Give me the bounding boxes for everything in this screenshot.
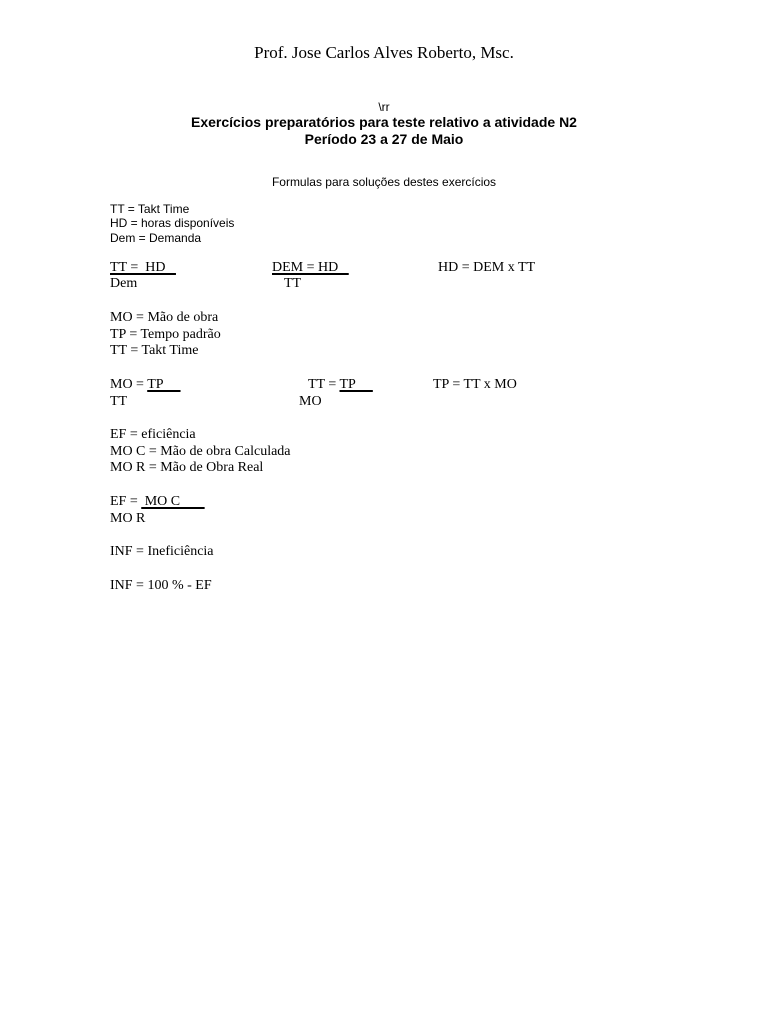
def-ineficiencia: INF = Ineficiência bbox=[110, 544, 214, 559]
formula-dem-numerator: DEM = HD bbox=[272, 260, 349, 275]
formula-ef-denominator: MO R bbox=[110, 511, 146, 526]
def-horas-disponiveis: HD = horas disponíveis bbox=[110, 216, 235, 230]
formula-ef-numerator bbox=[110, 494, 205, 510]
formula-dem-denominator: TT bbox=[284, 276, 302, 291]
formula-tt-tp-numerator bbox=[308, 377, 373, 393]
formula-ef-lhs: EF = bbox=[110, 494, 142, 509]
def-tempo-padrao: TP = Tempo padrão bbox=[110, 327, 221, 342]
formula-tt-num: TP bbox=[339, 377, 373, 392]
formula-mo-lhs: MO = bbox=[110, 377, 148, 392]
formula-tt-numerator: TT = HD bbox=[110, 260, 176, 275]
formula-tt-denominator: Dem bbox=[110, 276, 138, 291]
formula-mo-num: TP bbox=[147, 377, 181, 392]
formula-tt-tp-denominator: MO bbox=[299, 394, 322, 409]
document-title: Exercícios preparatórios para teste relativo a atividade N2 bbox=[191, 114, 577, 130]
formula-tt-lhs: TT = bbox=[308, 377, 340, 392]
formula-hd: HD = DEM x TT bbox=[438, 260, 536, 275]
formulas-heading: Formulas para soluções destes exercícios bbox=[271, 175, 497, 189]
formula-ef-num: MO C bbox=[141, 494, 205, 509]
formula-tp: TP = TT x MO bbox=[433, 377, 517, 392]
def-mo-calculada: MO C = Mão de obra Calculada bbox=[110, 444, 291, 459]
formula-mo-numerator bbox=[110, 377, 181, 393]
def-demanda: Dem = Demanda bbox=[110, 231, 202, 245]
def-mao-de-obra: MO = Mão de obra bbox=[110, 310, 219, 325]
def-eficiencia: EF = eficiência bbox=[110, 427, 196, 442]
def-takt-time-2: TT = Takt Time bbox=[110, 343, 199, 358]
def-mo-real: MO R = Mão de Obra Real bbox=[110, 460, 264, 475]
code-line: \rr bbox=[378, 100, 390, 114]
period-heading: Período 23 a 27 de Maio bbox=[304, 131, 464, 147]
formula-inf: INF = 100 % - EF bbox=[110, 578, 212, 593]
formula-mo-denominator: TT bbox=[110, 394, 128, 409]
def-takt-time: TT = Takt Time bbox=[110, 202, 190, 216]
author-line: Prof. Jose Carlos Alves Roberto, Msc. bbox=[254, 43, 514, 62]
